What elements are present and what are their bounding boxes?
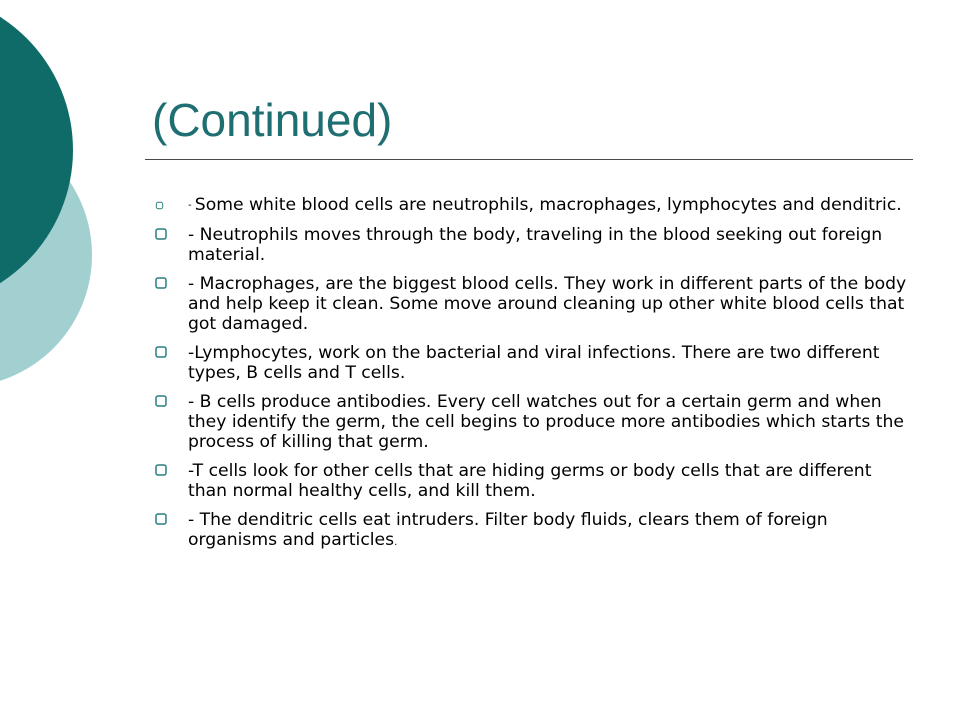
hollow-square-bullet-icon — [154, 463, 168, 477]
slide-title: (Continued) — [152, 94, 393, 146]
bullet-item — [150, 195, 910, 216]
hollow-square-bullet-icon — [154, 345, 168, 359]
bullet-text: -T cells look for other cells that are hiding germs or body cells that are different than normal healthy cells, and kill them. — [188, 461, 872, 501]
bullet-text: Some white blood cells are neutrophils, macrophages, lymphocytes and denditric. — [194, 195, 902, 215]
hollow-square-bullet-icon — [154, 276, 168, 290]
bullet-tail: . — [394, 537, 398, 548]
hollow-square-bullet-icon — [155, 201, 164, 210]
hollow-square-bullet-icon — [154, 512, 168, 526]
hollow-square-bullet-icon — [154, 394, 168, 408]
bullet-text: - B cells produce antibodies. Every cell watches out for a certain germ and when they identify the germ, the cell begins to produce more antibodies which starts the process of killing that germ. — [188, 392, 905, 452]
decorative-circles-graphic — [0, 0, 140, 420]
bullet-item — [150, 225, 910, 265]
bullet-item — [150, 343, 910, 383]
bullet-lead: - — [188, 200, 195, 211]
bullet-item — [150, 392, 910, 452]
bullet-item — [150, 461, 910, 501]
bullet-text: - Neutrophils moves through the body, traveling in the blood seeking out foreign material. — [188, 225, 883, 265]
decorative-circles — [0, 0, 140, 420]
bullet-list — [150, 195, 910, 562]
bullet-text: -Lymphocytes, work on the bacterial and viral infections. There are two different types, B cells and T cells. — [188, 343, 880, 383]
bullet-text: - Macrophages, are the biggest blood cells. They work in different parts of the body and help keep it clean. Some move around cleaning up other white blood cells that got damaged. — [188, 274, 907, 334]
title-divider — [145, 159, 913, 160]
bullet-item — [150, 510, 910, 553]
bullet-text: - The denditric cells eat intruders. Filter body fluids, clears them of foreign organisms and particles — [188, 510, 828, 550]
hollow-square-bullet-icon — [154, 227, 168, 241]
bullet-item — [150, 274, 910, 334]
